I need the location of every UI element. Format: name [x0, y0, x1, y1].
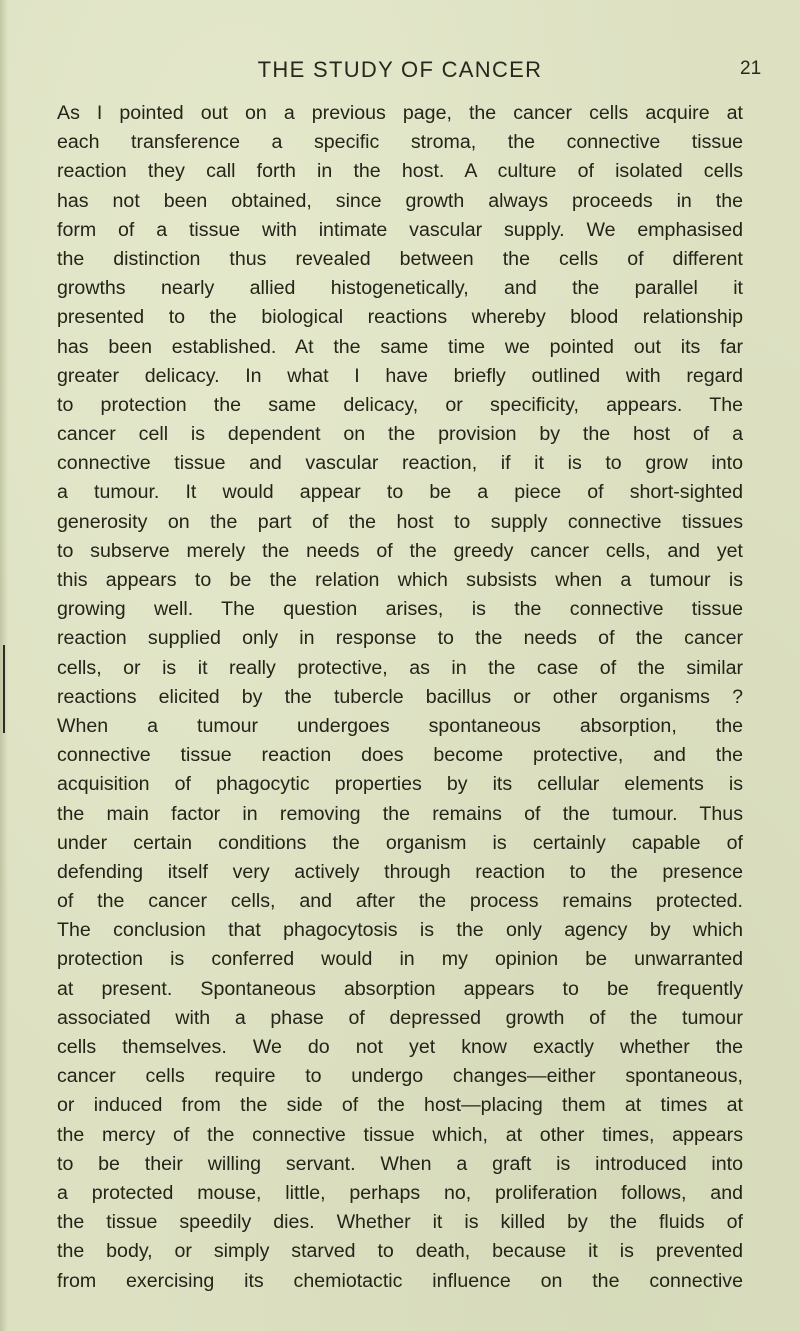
text-line: associated with a phase of depressed growth of the tumour	[57, 1006, 743, 1029]
text-line: the mercy of the connective tissue which, at other times, appears	[57, 1123, 743, 1146]
text-line: defending itself very actively through reaction to the presence	[57, 860, 743, 883]
text-line: the tissue speedily dies. Whether it is killed by the fluids of	[57, 1211, 743, 1234]
text-line: this appears to be the relation which subsists when a tumour is	[57, 569, 743, 591]
text-line: form of a tissue with intimate vascular supply. We emphasised	[57, 218, 743, 241]
text-line: generosity on the part of the host to supply connective tissues	[57, 510, 743, 533]
text-line: to be their willing servant. When a graft is introduced into	[57, 1152, 743, 1175]
text-line: protection is conferred would in my opinion be unwarranted	[57, 948, 743, 971]
text-line: the distinction thus revealed between the cells of different	[57, 247, 743, 270]
text-line: the body, or simply starved to death, because it is prevented	[57, 1240, 743, 1263]
text-line: a tumour. It would appear to be a piece of short-sighted	[57, 481, 743, 504]
text-line: from exercising its chemiotactic influence on the connective	[57, 1269, 743, 1292]
text-line: to subserve merely the needs of the greedy cancer cells, and yet	[57, 539, 743, 562]
text-line: reaction they call forth in the host. A culture of isolated cells	[57, 160, 743, 183]
text-line: to protection the same delicacy, or specificity, appears. The	[57, 393, 743, 416]
text-line: growths nearly allied histogenetically, and the parallel it	[57, 277, 743, 300]
running-head	[0, 57, 800, 93]
text-line: or induced from the side of the host—placing them at times at	[57, 1094, 743, 1117]
text-line: under certain conditions the organism is certainly capable of	[57, 831, 743, 854]
text-line: cancer cell is dependent on the provision by the host of a	[57, 423, 743, 446]
margin-line-mark	[3, 645, 5, 733]
text-line: As I pointed out on a previous page, the cancer cells acquire at	[57, 102, 743, 124]
text-line: reactions elicited by the tubercle bacillus or other organisms ?	[57, 685, 743, 708]
text-line: cells themselves. We do not yet know exactly whether the	[57, 1036, 743, 1058]
text-line: cancer cells require to undergo changes—either spontaneous,	[57, 1065, 743, 1088]
text-line: cells, or is it really protective, as in the case of the similar	[57, 656, 743, 679]
text-line: growing well. The question arises, is the connective tissue	[57, 598, 743, 621]
text-line: connective tissue reaction does become protective, and the	[57, 744, 743, 767]
text-line: has not been obtained, since growth always proceeds in the	[57, 189, 743, 212]
text-line: When a tumour undergoes spontaneous absorption, the	[57, 714, 743, 737]
text-line: has been established. At the same time we pointed out its far	[57, 335, 743, 358]
text-line: at present. Spontaneous absorption appears to be frequently	[57, 977, 743, 1000]
text-line: of the cancer cells, and after the process remains protected.	[57, 890, 743, 913]
text-line: presented to the biological reactions whereby blood relationship	[57, 306, 743, 329]
text-line: a protected mouse, little, perhaps no, proliferation follows, and	[57, 1181, 743, 1204]
page-number: 21	[740, 58, 762, 79]
body-paragraph	[57, 99, 743, 1296]
text-line: the main factor in removing the remains of the tumour. Thus	[57, 802, 743, 825]
text-line: connective tissue and vascular reaction, if it is to grow into	[57, 452, 743, 475]
text-line: acquisition of phagocytic properties by its cellular elements is	[57, 773, 743, 796]
text-line: The conclusion that phagocytosis is the only agency by which	[57, 919, 743, 942]
text-line: reaction supplied only in response to the needs of the cancer	[57, 627, 743, 650]
running-title: THE STUDY OF CANCER	[257, 57, 543, 82]
text-line: each transference a specific stroma, the connective tissue	[57, 131, 743, 154]
text-line: greater delicacy. In what I have briefly outlined with regard	[57, 364, 743, 387]
